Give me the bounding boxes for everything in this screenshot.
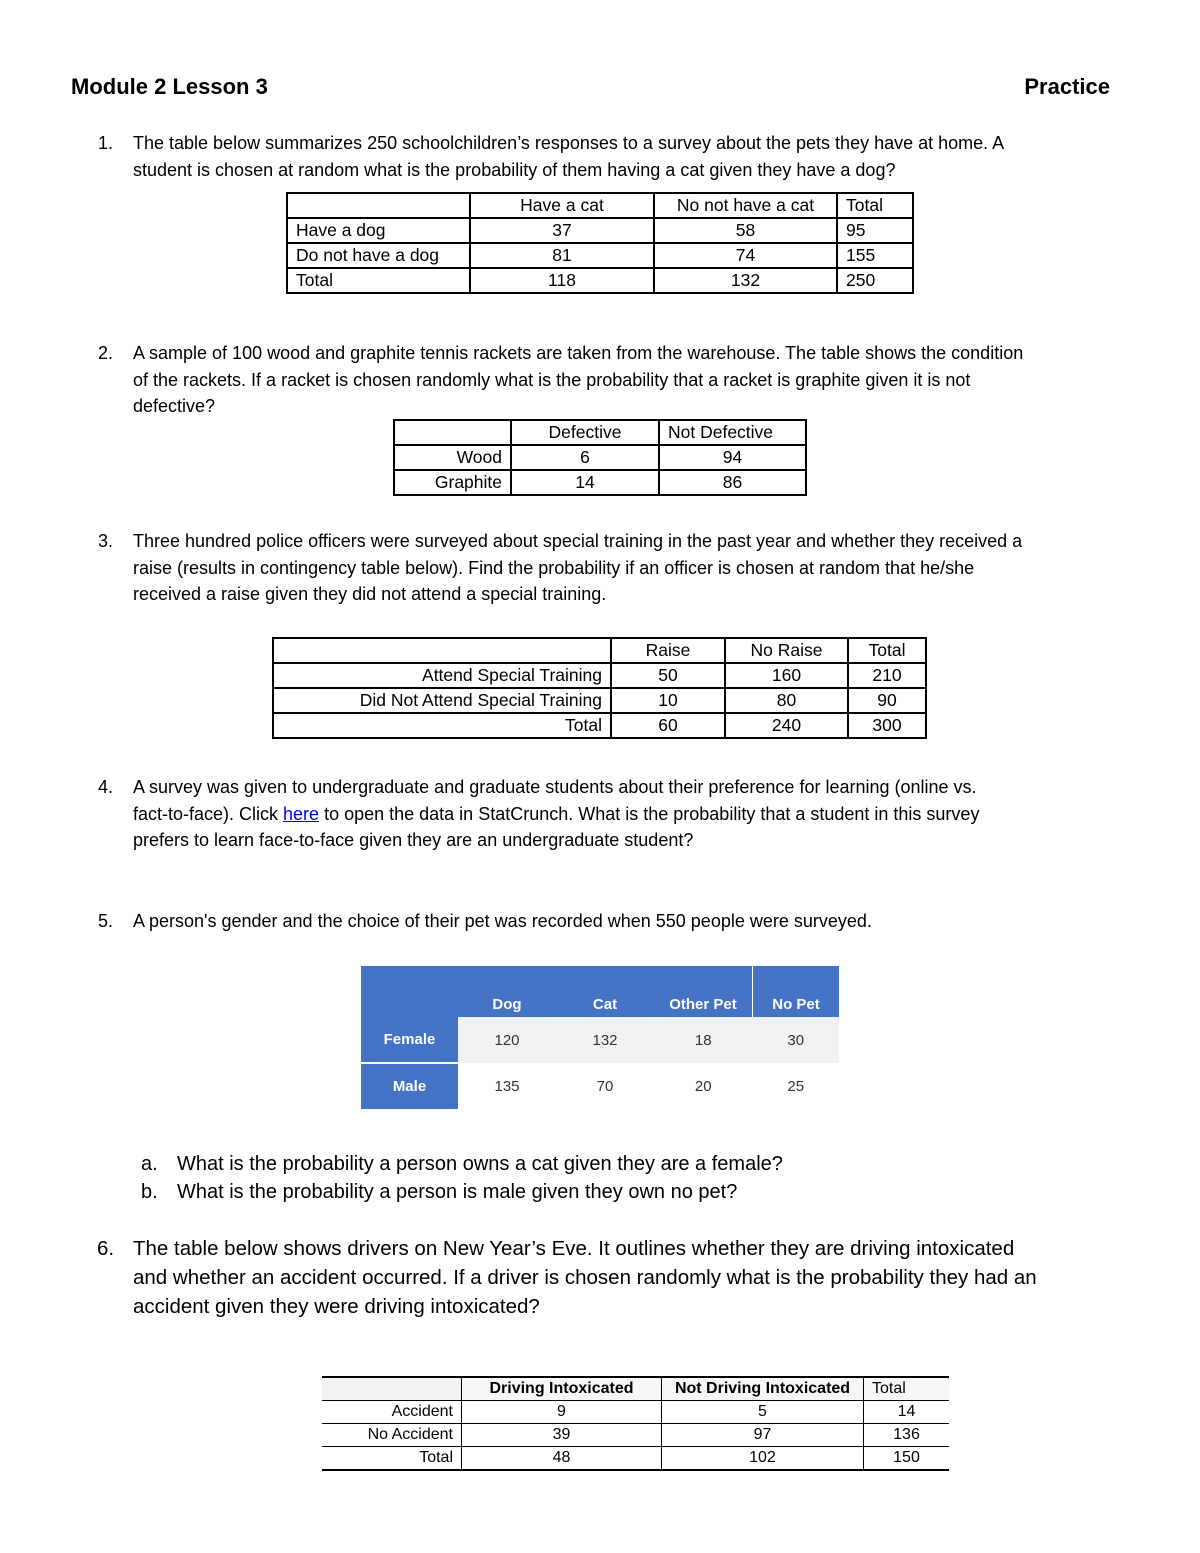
table-cell	[322, 1377, 462, 1401]
question-5b	[141, 1178, 1077, 1206]
row-label: Male	[361, 1063, 458, 1109]
question-text-line: accident given they were driving intoxicated?	[133, 1295, 540, 1318]
question-2	[98, 340, 1143, 420]
question-number: 5.	[98, 911, 114, 931]
question-1	[98, 130, 1133, 183]
table-cell: 300	[848, 713, 926, 738]
table-cell: 18	[654, 1017, 753, 1063]
table-cell: 9	[462, 1401, 662, 1424]
table-cell: 80	[725, 688, 848, 713]
row-label: Wood	[394, 445, 511, 470]
table-cell: 60	[611, 713, 725, 738]
table-cell: 240	[725, 713, 848, 738]
table-cell: 6	[511, 445, 659, 470]
row-label: Have a dog	[287, 218, 470, 243]
table-header: No Pet	[753, 966, 840, 1017]
table-cell: 102	[662, 1447, 864, 1471]
table-cell: 155	[837, 243, 913, 268]
table-cell: 70	[556, 1063, 654, 1109]
table-header: Total	[864, 1377, 950, 1401]
question-text-line: prefers to learn face-to-face given they are an undergraduate student?	[133, 830, 694, 850]
table-cell: 10	[611, 688, 725, 713]
table-cell: 136	[864, 1424, 950, 1447]
table-cell: 58	[654, 218, 837, 243]
row-label: Attend Special Training	[273, 663, 611, 688]
table-cell: 250	[837, 268, 913, 293]
table-cell: 90	[848, 688, 926, 713]
row-label: Accident	[322, 1401, 462, 1424]
table-header: Not Driving Intoxicated	[662, 1377, 864, 1401]
table-cell: 14	[864, 1401, 950, 1424]
question-number: 4.	[98, 777, 114, 797]
table-cell: 20	[654, 1063, 753, 1109]
question-text-line: of the rackets. If a racket is chosen randomly what is the probability that a racket is graphite given it is not	[133, 369, 971, 390]
training-table	[272, 637, 927, 739]
question-text-line: A survey was given to undergraduate and graduate students about their preference for learning (online vs.	[133, 777, 977, 797]
question-5a	[141, 1150, 1077, 1178]
question-text-line: and whether an accident occurred. If a driver is chosen randomly what is the probability they had an	[133, 1266, 1037, 1289]
row-label: Total	[287, 268, 470, 293]
table-cell: 14	[511, 470, 659, 495]
question-6	[97, 1234, 1143, 1321]
table-cell: 50	[611, 663, 725, 688]
question-text-line: A person's gender and the choice of their pet was recorded when 550 people were surveyed.	[133, 911, 872, 931]
sub-question-letter: b.	[141, 1181, 158, 1203]
question-text-line: raise (results in contingency table below). Find the probability if an officer is chosen at random that he/she	[133, 557, 975, 578]
table-cell: 86	[659, 470, 806, 495]
table-header: Defective	[511, 420, 659, 445]
table-header: Dog	[458, 966, 556, 1017]
question-text-line: student is chosen at random what is the probability of them having a cat given they have a dog?	[133, 159, 896, 180]
table-cell: 95	[837, 218, 913, 243]
table-cell: 30	[753, 1017, 840, 1063]
question-text-line: Three hundred police officers were surveyed about special training in the past year and whether they received a	[133, 531, 1023, 551]
table-header: Total	[837, 193, 913, 218]
gender-pet-table	[361, 966, 839, 1109]
table-header: Driving Intoxicated	[462, 1377, 662, 1401]
question-number: 1.	[98, 133, 114, 153]
table-cell	[361, 966, 458, 1017]
question-number: 6.	[97, 1237, 115, 1260]
intoxication-table	[322, 1376, 949, 1471]
question-3	[98, 528, 1143, 608]
table-header: Total	[848, 638, 926, 663]
table-cell: 132	[654, 268, 837, 293]
row-label: Do not have a dog	[287, 243, 470, 268]
table-cell: 135	[458, 1063, 556, 1109]
question-text-line: A sample of 100 wood and graphite tennis rackets are taken from the warehouse. The table shows the condition	[133, 343, 1024, 363]
table-cell: 94	[659, 445, 806, 470]
table-cell: 74	[654, 243, 837, 268]
row-label: Total	[273, 713, 611, 738]
table-cell: 160	[725, 663, 848, 688]
table-cell: 150	[864, 1447, 950, 1471]
worksheet-title: Module 2 Lesson 3	[71, 74, 268, 99]
question-number: 3.	[98, 531, 114, 551]
row-label: No Accident	[322, 1424, 462, 1447]
table-cell: 48	[462, 1447, 662, 1471]
row-label: Total	[322, 1447, 462, 1471]
sub-question-text: What is the probability a person owns a cat given they are a female?	[177, 1153, 783, 1175]
table-header: Not Defective	[659, 420, 806, 445]
table-cell	[394, 420, 511, 445]
row-label: Graphite	[394, 470, 511, 495]
table-cell: 132	[556, 1017, 654, 1063]
table-cell	[273, 638, 611, 663]
table-header: No Raise	[725, 638, 848, 663]
worksheet-label: Practice	[1024, 74, 1110, 99]
table-header: No not have a cat	[654, 193, 837, 218]
table-cell: 210	[848, 663, 926, 688]
question-number: 2.	[98, 343, 114, 363]
table-cell: 37	[470, 218, 654, 243]
question-4	[98, 774, 1143, 854]
question-text-line: The table below shows drivers on New Year’s Eve. It outlines whether they are driving intoxicated	[133, 1237, 1015, 1260]
question-text: fact-to-face). Click	[133, 803, 284, 824]
table-header: Have a cat	[470, 193, 654, 218]
table-header: Cat	[556, 966, 654, 1017]
question-text-line: received a raise given they did not attend a special training.	[133, 584, 607, 604]
row-label: Did Not Attend Special Training	[273, 688, 611, 713]
question-5	[98, 908, 1143, 935]
row-label: Female	[361, 1017, 458, 1063]
rackets-table	[393, 419, 807, 496]
question-text-line: The table below summarizes 250 schoolchildren’s responses to a survey about the pets they have at home. A	[133, 133, 1005, 153]
table-cell: 81	[470, 243, 654, 268]
table-cell: 97	[662, 1424, 864, 1447]
table-header: Raise	[611, 638, 725, 663]
question-text-line	[133, 801, 1143, 828]
pets-table	[286, 192, 914, 294]
table-cell: 5	[662, 1401, 864, 1424]
sub-question-text: What is the probability a person is male given they own no pet?	[177, 1181, 738, 1203]
statcrunch-data-link[interactable]: here	[283, 803, 320, 824]
question-text-line: defective?	[133, 396, 216, 416]
table-cell: 39	[462, 1424, 662, 1447]
table-cell: 120	[458, 1017, 556, 1063]
table-cell	[287, 193, 470, 218]
sub-question-letter: a.	[141, 1153, 158, 1175]
table-cell: 25	[753, 1063, 840, 1109]
table-header: Other Pet	[654, 966, 753, 1017]
question-text: to open the data in StatCrunch. What is the probability that a student in this survey	[319, 803, 980, 824]
table-cell: 118	[470, 268, 654, 293]
